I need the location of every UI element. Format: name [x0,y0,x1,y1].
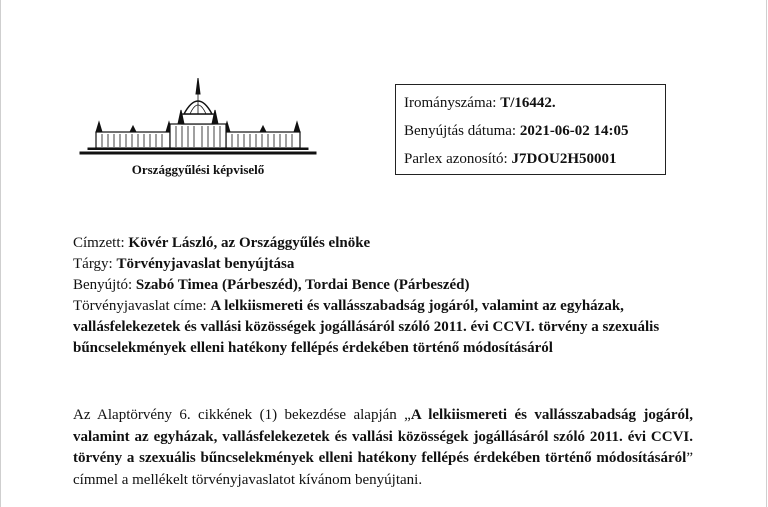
parlex-row [404,145,665,173]
irom-value: T/16442. [500,95,556,111]
bill-title-row [73,296,713,359]
date-value: 2021-06-02 14:05 [519,123,629,139]
recipient-label: Címzett: [73,235,125,251]
body-paragraph [73,405,693,491]
registration-box [395,84,666,175]
letter-metadata [73,233,713,359]
date-label: Benyújtás dátuma: [404,123,517,139]
parlex-value: J7DOU2H50001 [511,151,617,167]
irom-row [404,89,665,117]
recipient-row [73,233,713,254]
body-bill-title: A lelkiismereti és vallásszabadság jogáról, valamint az egyházak, vallásfelekezetek és vallási közösségek jogállásáról szóló 2011. évi CCVI. törvény a szexuális bűncselekmények elleni hatékony fellépés érdekében történő módosításáról [73,407,693,466]
subject-value: Törvényjavaslat benyújtása [116,256,295,272]
bill-title-value: A lelkiismereti és vallásszabadság jogáról, valamint az egyházak, vallásfelekezetek és vallási közösségek jogállásáról szóló 2011. évi CCVI. törvény a szexuális bűncselekmények elleni hatékony fellépés érdekében történő módosításáról [73,298,660,356]
bill-title-label: Törvényjavaslat címe: [73,298,207,314]
body-intro: Az Alaptörvény 6. cikkének (1) bekezdése alapján „ [73,407,411,423]
submitter-row [73,275,713,296]
subject-row [73,254,713,275]
irom-label: Irományszáma: [404,95,497,111]
letterhead [78,78,318,182]
submitter-label: Benyújtó: [73,277,133,293]
logo-caption: Országgyűlési képviselő [131,162,265,177]
parliament-logo [78,78,318,158]
submitter-value: Szabó Timea (Párbeszéd), Tordai Bence (Párbeszéd) [135,277,470,293]
body-outro: ” címmel a mellékelt törvényjavaslatot kívánom benyújtani. [73,450,693,488]
subject-label: Tárgy: [73,256,113,272]
parlex-label: Parlex azonosító: [404,151,508,167]
date-row [404,117,665,145]
recipient-value: Kövér László, az Országgyűlés elnöke [128,235,371,251]
